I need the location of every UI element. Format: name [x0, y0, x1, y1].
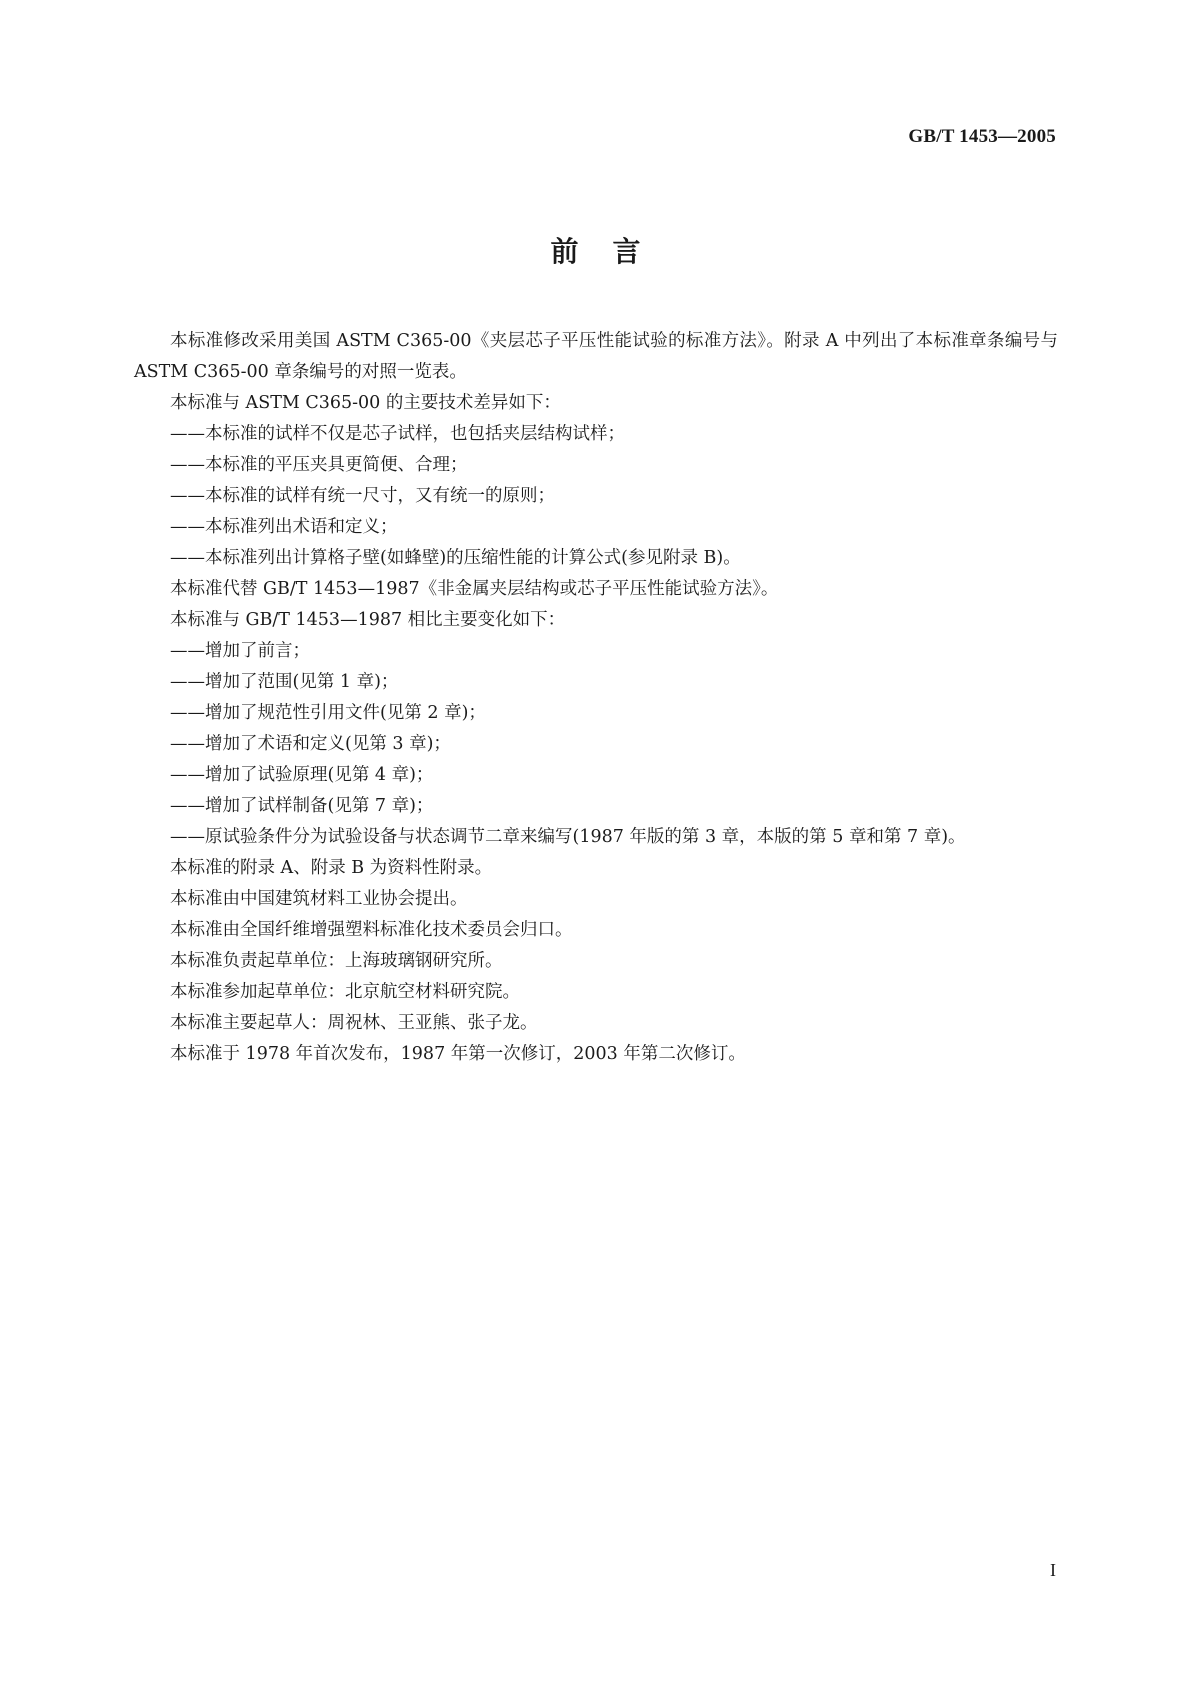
list-item: ——本标准的试样不仅是芯子试样，也包括夹层结构试样； — [170, 424, 625, 444]
paragraph: 本标准由中国建筑材料工业协会提出。 — [170, 889, 468, 909]
paragraph: 本标准负责起草单位：上海玻璃钢研究所。 — [170, 951, 503, 971]
document-body — [134, 326, 1058, 1070]
list-item: ——本标准列出术语和定义； — [170, 517, 398, 537]
list-item: ——增加了规范性引用文件(见第 2 章)； — [170, 703, 486, 723]
paragraph: 本标准与 GB/T 1453—1987 相比主要变化如下： — [170, 610, 566, 630]
paragraph: 本标准与 ASTM C365-00 的主要技术差异如下： — [170, 393, 561, 413]
paragraph: 本标准代替 GB/T 1453—1987《非金属夹层结构或芯子平压性能试验方法》。 — [170, 579, 779, 599]
page-number: I — [1050, 1560, 1056, 1580]
list-item: ——增加了前言； — [170, 641, 310, 661]
paragraph: 本标准参加起草单位：北京航空材料研究院。 — [170, 982, 520, 1002]
list-item: ——增加了术语和定义(见第 3 章)； — [170, 734, 451, 754]
list-item: ——本标准的平压夹具更简便、合理； — [170, 455, 468, 475]
list-item: ——本标准的试样有统一尺寸，又有统一的原则； — [170, 486, 555, 506]
paragraph: 本标准由全国纤维增强塑料标准化技术委员会归口。 — [170, 920, 573, 940]
list-item: ——本标准列出计算格子壁(如蜂壁)的压缩性能的计算公式(参见附录 B)。 — [170, 548, 741, 568]
paragraph: 本标准于 1978 年首次发布，1987 年第一次修订，2003 年第二次修订。 — [170, 1044, 746, 1064]
standard-code: GB/T 1453—2005 — [908, 126, 1056, 147]
page-title: 前言 — [550, 235, 675, 268]
list-item: ——增加了范围(见第 1 章)； — [170, 672, 399, 692]
list-item: ——原试验条件分为试验设备与状态调节二章来编写(1987 年版的第 3 章，本版的第 5 章和第 7 章)。 — [170, 827, 966, 847]
list-item: ——增加了试样制备(见第 7 章)； — [170, 796, 434, 816]
paragraph: 本标准主要起草人：周祝林、王亚熊、张子龙。 — [170, 1013, 538, 1033]
paragraph: 本标准的附录 A、附录 B 为资料性附录。 — [170, 858, 493, 878]
paragraph: 本标准修改采用美国 ASTM C365-00《夹层芯子平压性能试验的标准方法》。附录 A 中列出了本标准章条编号与 ASTM C365-00 章条编号的对照一览表。 — [134, 331, 1058, 382]
list-item: ——增加了试验原理(见第 4 章)； — [170, 765, 434, 785]
